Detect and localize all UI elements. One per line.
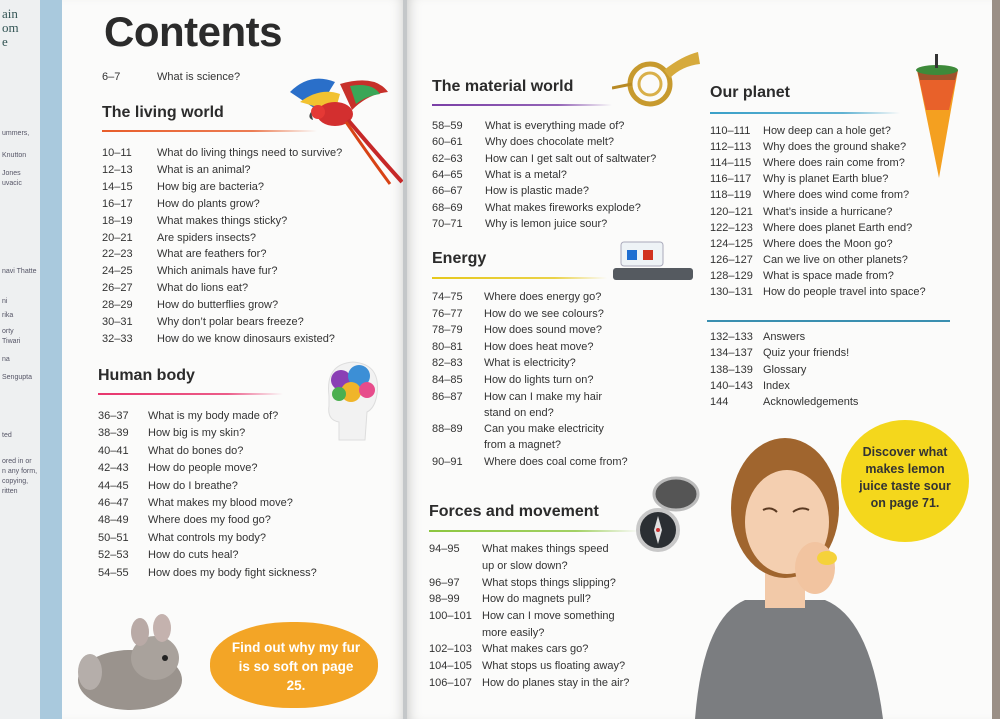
toc-question: Where does planet Earth end? — [763, 221, 913, 234]
toc-page-range: 98–99 — [429, 593, 460, 606]
toc-question: Which animals have fur? — [157, 265, 278, 278]
toc-question: How does heat move? — [484, 340, 594, 353]
toc-question: How do butterflies grow? — [157, 299, 279, 312]
section-heading: Energy — [432, 250, 487, 267]
toc-question: Index — [763, 379, 790, 392]
toc-question: Can you make electricity — [484, 423, 604, 436]
previous-page-text-fragment: ain — [2, 6, 18, 21]
toc-page-range: 134–137 — [710, 347, 753, 360]
toc-page-range: 48–49 — [98, 514, 129, 527]
toc-page-range: 122–123 — [710, 221, 753, 234]
toc-page-range: 12–13 — [102, 163, 133, 176]
toc-page-range: 126–127 — [710, 253, 753, 266]
toc-page-range: 16–17 — [102, 197, 133, 210]
toc-page-range: 78–79 — [432, 324, 463, 337]
toc-page-range: 28–29 — [102, 299, 133, 312]
toc-question-continued: from a magnet? — [484, 439, 562, 452]
previous-page-text-fragment: na — [2, 356, 10, 363]
previous-page-edge — [0, 0, 63, 719]
toc-page-range: 10–11 — [102, 147, 132, 159]
brain-head-illustration — [319, 356, 385, 442]
fur-callout-bubble — [210, 622, 378, 708]
toc-page-range: 90–91 — [432, 455, 463, 468]
toc-question: How does sound move? — [484, 324, 603, 337]
section-rule — [432, 104, 612, 106]
toc-question: How can I move something — [482, 609, 615, 622]
toc-page-range: 112–113 — [710, 141, 752, 154]
toc-page-range: 60–61 — [432, 136, 463, 149]
toc-question: How can I make my hair — [484, 390, 602, 403]
toc-page-range: 58–59 — [432, 120, 463, 132]
toc-question: Answers — [763, 331, 806, 343]
toc-question: What controls my body? — [148, 531, 266, 544]
toc-page-range: 102–103 — [429, 643, 472, 656]
previous-page-text-fragment: Sengupta — [2, 374, 32, 381]
previous-page-text-fragment: rika — [2, 312, 14, 319]
left-page — [62, 0, 405, 719]
toc-question: What is my body made of? — [148, 410, 279, 422]
right-page-edge — [992, 0, 1000, 719]
toc-question: Where does coal come from? — [484, 455, 628, 468]
toc-question: Why is planet Earth blue? — [763, 173, 889, 186]
toc-question: Where does energy go? — [484, 291, 602, 303]
toc-question: How do plants grow? — [157, 197, 260, 210]
toc-question: How do magnets pull? — [482, 593, 591, 606]
previous-page-text-fragment: navi Thatte — [2, 268, 37, 275]
toc-question: Can we live on other planets? — [763, 253, 908, 266]
french-horn-illustration — [612, 48, 702, 110]
toc-question: What makes cars go? — [482, 643, 589, 656]
toc-question: Where does wind come from? — [763, 189, 910, 202]
toc-question: Are spiders insects? — [157, 231, 257, 244]
toc-question: Quiz your friends! — [763, 347, 850, 360]
toc-page-range: 106–107 — [429, 676, 472, 689]
toc-question: Where does rain come from? — [763, 157, 905, 170]
toc-page-range: 80–81 — [432, 340, 463, 353]
toc-page-range: 116–117 — [710, 173, 752, 186]
toc-page-range: 42–43 — [98, 462, 129, 475]
toc-question: How big is my skin? — [148, 427, 246, 440]
toc-question: How deep can a hole get? — [763, 125, 891, 137]
section-heading: Our planet — [710, 84, 791, 101]
toc-page-range: 70–71 — [432, 217, 463, 230]
toc-page-range: 64–65 — [432, 168, 463, 181]
toc-question: What makes things sticky? — [157, 214, 288, 227]
energy-experiment-illustration — [613, 238, 693, 282]
toc-page-range: 6–7 — [102, 71, 121, 83]
right-page — [407, 0, 992, 719]
toc-question: How big are bacteria? — [157, 180, 265, 193]
toc-page-range: 50–51 — [98, 531, 129, 544]
toc-question: What is everything made of? — [485, 120, 625, 132]
toc-page-range: 38–39 — [98, 427, 129, 440]
toc-question: How do people move? — [148, 462, 258, 475]
previous-page-text-fragment: orty — [2, 328, 14, 335]
toc-question: What are feathers for? — [157, 248, 267, 261]
toc-page-range: 36–37 — [98, 410, 129, 422]
toc-page-range: 130–131 — [710, 286, 753, 298]
toc-page-range: 32–33 — [102, 332, 133, 345]
toc-question-continued: up or slow down? — [482, 560, 568, 572]
toc-page-range: 124–125 — [710, 237, 753, 250]
toc-page-range: 128–129 — [710, 269, 753, 282]
toc-page-range: 88–89 — [432, 423, 463, 436]
toc-question: Where does the Moon go? — [763, 237, 893, 250]
earth-cross-section-illustration — [915, 50, 960, 180]
callout-text: Find out why my fur is so soft on page 25. — [231, 640, 361, 693]
toc-question: How do cuts heal? — [148, 549, 239, 562]
toc-question: How can I get salt out of saltwater? — [485, 152, 657, 165]
toc-question: How do planes stay in the air? — [482, 676, 630, 689]
toc-page-range: 114–115 — [710, 157, 752, 170]
toc-question: What do living things need to survive? — [157, 147, 343, 159]
toc-question: How does my body fight sickness? — [148, 566, 317, 579]
toc-page-range: 24–25 — [102, 265, 133, 278]
previous-page-blue-panel — [40, 0, 63, 719]
toc-question: What do bones do? — [148, 444, 244, 457]
toc-question: How do we know dinosaurs existed? — [157, 332, 335, 345]
toc-question: What is electricity? — [484, 357, 576, 370]
previous-page-text-fragment: ummers, — [2, 130, 30, 137]
toc-page-range: 100–101 — [429, 609, 472, 622]
toc-page-range: 104–105 — [429, 660, 472, 672]
toc-page-range: 30–31 — [102, 316, 133, 328]
toc-page-range: 118–119 — [710, 189, 752, 202]
toc-page-range: 140–143 — [710, 379, 753, 392]
toc-page-range: 62–63 — [432, 152, 463, 165]
previous-page-text-fragment: ted — [2, 432, 12, 439]
toc-question: What makes things speed — [482, 543, 609, 555]
back-matter-rule — [707, 320, 950, 322]
toc-question: What is a metal? — [485, 168, 567, 181]
toc-page-range: 110–111 — [710, 125, 751, 137]
toc-page-range: 84–85 — [432, 374, 463, 386]
section-rule — [429, 530, 639, 532]
section-rule — [98, 393, 283, 395]
toc-question: Where does my food go? — [148, 514, 271, 527]
section-heading: Human body — [98, 367, 195, 384]
toc-page-range: 120–121 — [710, 205, 753, 218]
previous-page-text-fragment: om — [2, 20, 19, 35]
toc-page-range: 76–77 — [432, 307, 463, 320]
toc-question: How do people travel into space? — [763, 286, 926, 298]
toc-question: What stops things slipping? — [482, 576, 616, 589]
previous-page-text-fragment: copying, — [2, 478, 29, 485]
toc-page-range: 14–15 — [102, 180, 133, 193]
toc-question: What is science? — [157, 71, 241, 83]
chinchilla-illustration — [70, 610, 195, 715]
toc-question: Why does chocolate melt? — [485, 136, 615, 149]
previous-page-text-fragment: ritten — [2, 488, 18, 495]
toc-question: What do lions eat? — [157, 282, 249, 295]
previous-page-text-fragment: Tiwari — [2, 338, 21, 345]
previous-page-text-fragment: ni — [2, 298, 8, 305]
section-heading: Forces and movement — [429, 503, 599, 520]
toc-page-range: 94–95 — [429, 543, 460, 555]
toc-question: Why is lemon juice sour? — [485, 217, 608, 230]
toc-page-range: 132–133 — [710, 331, 753, 343]
section-rule — [432, 277, 607, 279]
toc-page-range: 74–75 — [432, 291, 463, 303]
toc-page-range: 44–45 — [98, 479, 129, 492]
toc-page-range: 138–139 — [710, 363, 753, 376]
toc-question: How do lights turn on? — [484, 374, 594, 386]
toc-question: What is space made from? — [763, 269, 894, 282]
toc-question: What’s inside a hurricane? — [763, 205, 893, 218]
previous-page-text-fragment: e — [2, 34, 8, 49]
toc-question: How do I breathe? — [148, 479, 238, 492]
toc-page-range: 22–23 — [102, 248, 133, 261]
toc-page-range: 26–27 — [102, 282, 133, 295]
toc-question: Glossary — [763, 363, 807, 376]
toc-page-range: 20–21 — [102, 231, 133, 244]
toc-page-range: 46–47 — [98, 497, 129, 509]
toc-page-range: 66–67 — [432, 185, 463, 198]
previous-page-text-fragment: Jones — [2, 170, 21, 177]
toc-page-range: 86–87 — [432, 390, 463, 403]
toc-question: Why don’t polar bears freeze? — [157, 316, 304, 328]
callout-text: Discover what makes lemon juice taste sour on page 71. — [859, 445, 951, 510]
toc-page-range: 54–55 — [98, 566, 129, 579]
toc-question: Acknowledgements — [763, 396, 859, 409]
toc-page-range: 82–83 — [432, 357, 463, 370]
toc-page-range: 68–69 — [432, 201, 463, 214]
lemon-callout-bubble — [841, 420, 969, 542]
toc-question-continued: stand on end? — [484, 406, 554, 419]
previous-page-text-fragment: ored in or — [2, 458, 32, 465]
previous-page-text-fragment: Knutton — [2, 152, 27, 159]
toc-page-range: 96–97 — [429, 576, 460, 589]
toc-question: Why does the ground shake? — [763, 141, 907, 154]
toc-question-continued: more easily? — [482, 626, 545, 639]
parrot-illustration — [280, 72, 405, 187]
toc-question: What is an animal? — [157, 163, 251, 176]
page-title: Contents — [104, 8, 282, 55]
toc-page-range: 144 — [710, 396, 729, 409]
toc-page-range: 18–19 — [102, 214, 133, 227]
toc-page-range: 40–41 — [98, 444, 129, 457]
toc-question: What makes my blood move? — [148, 497, 293, 509]
section-heading: The material world — [432, 78, 574, 95]
section-rule — [710, 112, 900, 114]
toc-question: What makes fireworks explode? — [485, 201, 641, 214]
toc-question: What stops us floating away? — [482, 660, 626, 672]
previous-page-text-fragment: uvacic — [2, 180, 22, 187]
toc-page-range: 52–53 — [98, 549, 129, 562]
toc-question: How do we see colours? — [484, 307, 604, 320]
previous-page-text-fragment: n any form, — [2, 468, 38, 475]
toc-question: How is plastic made? — [485, 185, 589, 198]
section-heading: The living world — [102, 104, 224, 121]
